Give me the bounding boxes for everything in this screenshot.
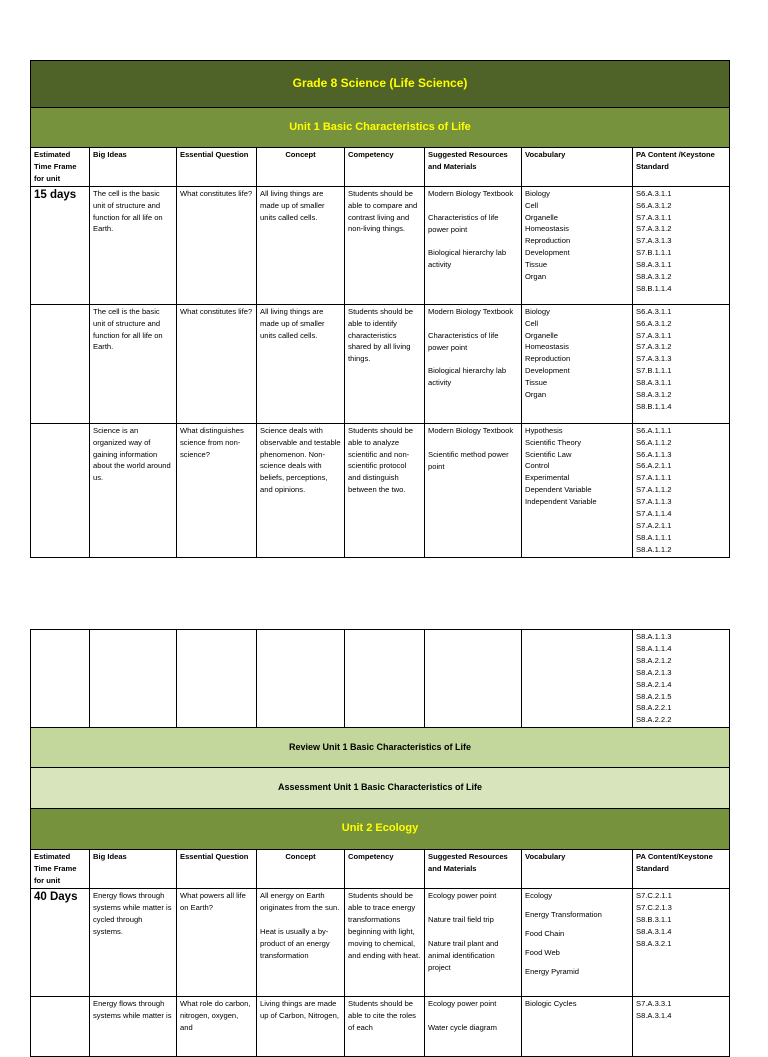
vocab-item: Organ [525,272,547,282]
standard-code: S8.A.1.1.4 [636,643,672,653]
standard-code: S7.A.1.1.4 [636,509,672,519]
vocab-item: Organelle [525,212,558,222]
resource-item: Biological hierarchy lab activity [428,248,507,270]
standard-code: S8.A.2.1.4 [636,679,672,689]
standard-code: S7.A.3.1.3 [636,236,672,246]
resource-item: Scientific method power point [428,449,509,471]
vocab-item: Reproduction [525,354,571,364]
vocab-item: Energy Transformation [525,909,602,919]
time-frame-cell [31,304,90,423]
vocab-item: Scientific Law [525,449,572,459]
question-cell: What constitutes life? [177,186,257,304]
standard-code: S6.A.3.1.2 [636,318,672,328]
standard-code: S7.A.3.1.3 [636,354,672,364]
unit1-table [30,60,730,558]
resource-item: Water cycle diagram [428,1022,497,1032]
resource-item: Characteristics of life power point [428,330,499,352]
resource-item: Modern Biology Textbook [428,306,514,316]
resource-item: Modern Biology Textbook [428,188,514,198]
vocab-item: Development [525,366,570,376]
question-cell: What constitutes life? [177,304,257,423]
big-idea-cell: Energy flows through systems while matter is [90,996,177,1056]
vocab-item: Cell [525,200,539,210]
vocab-item: Ecology [525,890,553,900]
vocab-item: Experimental [525,473,570,483]
standard-code: S8.B.1.1.4 [636,283,672,293]
concept-text: Heat is usually a by-product of an energy transformation [260,926,330,960]
big-idea-cell: Science is an organized way of gaining information about the world around us. [90,423,177,557]
question-cell: What role do carbon, nitrogen, oxygen, and [177,996,257,1056]
header-essential-question: Essential Question [177,148,257,187]
standard-code: S7.A.3.1.1 [636,212,672,222]
standard-code: S7.A.1.1.1 [636,473,672,483]
standard-code: S7.C.2.1.1 [636,890,672,900]
competency-cell: Students should be able to identify characteristics shared by all living things. [345,304,425,423]
standard-code: S7.A.1.1.2 [636,485,672,495]
vocab-item: Scientific Theory [525,437,581,447]
resource-item: Ecology power point [428,998,497,1008]
resource-item: Nature trail plant and animal identification project [428,938,499,972]
time-frame-cell [31,423,90,557]
standard-code: S8.B.1.1.4 [636,401,672,411]
standard-code: S6.A.1.1.1 [636,425,672,435]
question-cell: What distinguishes science from non-science? [177,423,257,557]
big-idea-cell: The cell is the basic unit of structure and function for all life on Earth. [90,304,177,423]
vocab-item: Biology [525,306,550,316]
header-big-ideas: Big Ideas [90,148,177,187]
header-standards: PA Content/Keystone Standard [633,850,730,889]
question-cell: What powers all life on Earth? [177,888,257,996]
vocab-item: Cell [525,318,539,328]
vocabulary-cell [522,996,633,1056]
resources-cell [425,186,522,304]
standard-code: S6.A.2.1.1 [636,461,672,471]
vocab-item: Food Web [525,947,560,957]
header-concept: Concept [257,148,345,187]
table-row [31,186,730,304]
table-row [31,630,730,728]
standard-code: S8.A.3.1.2 [636,390,672,400]
vocab-item: Energy Pyramid [525,966,580,976]
vocab-item: Control [525,461,550,471]
standard-code: S8.A.1.1.2 [636,544,672,554]
standard-code: S7.A.2.1.1 [636,520,672,530]
competency-cell: Students should be able to analyze scientific and non-scientific protocol and distinguish between the two. [345,423,425,557]
standard-code: S7.C.2.1.3 [636,902,672,912]
header-time-frame: Estimated Time Frame for unit [31,148,90,187]
standard-code: S8.A.1.1.1 [636,532,672,542]
competency-cell: Students should be able to trace energy transformations beginning with light, moving to chemical, and ending with heat. [345,888,425,996]
concept-cell: Living things are made up of Carbon, Nitrogen, [257,996,345,1056]
standard-code: S7.B.1.1.1 [636,366,672,376]
header-vocabulary: Vocabulary [522,850,633,889]
vocab-item: Homeostasis [525,342,569,352]
resources-cell [425,888,522,996]
vocab-item: Biologic Cycles [525,998,577,1008]
unit1-title: Unit 1 Basic Characteristics of Life [31,108,730,148]
vocab-item: Independent Variable [525,497,597,507]
standard-code: S8.A.2.2.2 [636,715,672,725]
standard-code: S7.A.1.1.3 [636,497,672,507]
header-concept: Concept [257,850,345,889]
resource-item: Nature trail field trip [428,914,494,924]
standard-code: S8.A.2.1.3 [636,667,672,677]
standard-code: S8.A.3.1.2 [636,272,672,282]
header-competency: Competency [345,148,425,187]
resource-item: Modern Biology Textbook [428,425,514,435]
big-idea-cell: Energy flows through systems while matter is cycled through systems. [90,888,177,996]
concept-cell [257,888,345,996]
standard-code: S8.A.2.1.5 [636,691,672,701]
vocab-item: Development [525,248,570,258]
vocab-item: Tissue [525,378,548,388]
standard-code: S8.A.3.1.4 [636,1010,672,1020]
header-big-ideas: Big Ideas [90,850,177,889]
unit2-table [30,629,730,1057]
vocab-item: Reproduction [525,236,571,246]
time-frame-cell: 40 Days [31,888,90,996]
standard-code: S8.A.2.2.1 [636,703,672,713]
resource-item: Ecology power point [428,890,497,900]
standard-code: S8.A.3.1.1 [636,260,672,270]
vocabulary-cell [522,423,633,557]
standard-code: S8.A.3.2.1 [636,938,672,948]
big-idea-cell: The cell is the basic unit of structure and function for all life on Earth. [90,186,177,304]
header-competency: Competency [345,850,425,889]
standards-cell [633,630,730,728]
vocab-item: Food Chain [525,928,565,938]
table-row [31,888,730,996]
resource-item: Biological hierarchy lab activity [428,366,507,388]
header-vocabulary: Vocabulary [522,148,633,187]
concept-cell: All living things are made up of smaller units called cells. [257,304,345,423]
vocab-item: Hypothesis [525,425,563,435]
vocab-item: Homeostasis [525,224,569,234]
time-frame-cell [31,996,90,1056]
standard-code: S7.B.1.1.1 [636,248,672,258]
standards-cell [633,996,730,1056]
header-resources: Suggested Resources and Materials [425,148,522,187]
concept-text: All energy on Earth originates from the sun. [260,890,340,912]
vocab-item: Organ [525,390,547,400]
concept-cell: All living things are made up of smaller units called cells. [257,186,345,304]
standard-code: S8.A.3.1.1 [636,378,672,388]
assessment-band: Assessment Unit 1 Basic Characteristics of Life [31,768,730,809]
standard-code: S8.A.2.1.2 [636,655,672,665]
header-resources: Suggested Resources and Materials [425,850,522,889]
concept-cell: Science deals with observable and testable phenomenon. Non-science deals with beliefs, perceptions, and opinions. [257,423,345,557]
competency-cell: Students should be able to compare and contrast living and non-living things. [345,186,425,304]
resources-cell [425,996,522,1056]
standard-code: S8.B.3.1.1 [636,914,672,924]
standard-code: S8.A.1.1.3 [636,632,672,641]
standard-code: S6.A.3.1.1 [636,188,672,198]
page-title: Grade 8 Science (Life Science) [31,61,730,108]
standards-cell [633,304,730,423]
standard-code: S6.A.1.1.3 [636,449,672,459]
standard-code: S6.A.3.1.1 [636,306,672,316]
standard-code: S7.A.3.1.2 [636,342,672,352]
resources-cell [425,423,522,557]
vocab-item: Tissue [525,260,548,270]
review-band: Review Unit 1 Basic Characteristics of Life [31,728,730,768]
vocab-item: Dependent Variable [525,485,592,495]
table-row [31,996,730,1056]
vocabulary-cell [522,186,633,304]
standard-code: S7.A.3.3.1 [636,998,672,1008]
standards-cell [633,888,730,996]
header-time-frame: Estimated Time Frame for unit [31,850,90,889]
standard-code: S6.A.3.1.2 [636,200,672,210]
time-frame-cell: 15 days [31,186,90,304]
vocab-item: Biology [525,188,550,198]
header-standards: PA Content /Keystone Standard [633,148,730,187]
standards-cell [633,423,730,557]
table-row [31,304,730,423]
resources-cell [425,304,522,423]
vocabulary-cell [522,888,633,996]
standard-code: S7.A.3.1.1 [636,330,672,340]
standard-code: S8.A.3.1.4 [636,926,672,936]
table-row [31,423,730,557]
competency-cell: Students should be able to cite the roles of each [345,996,425,1056]
header-essential-question: Essential Question [177,850,257,889]
standard-code: S7.A.3.1.2 [636,224,672,234]
vocab-item: Organelle [525,330,558,340]
standard-code: S6.A.1.1.2 [636,437,672,447]
resource-item: Characteristics of life power point [428,212,499,234]
vocabulary-cell [522,304,633,423]
standards-cell [633,186,730,304]
unit2-title: Unit 2 Ecology [31,809,730,850]
